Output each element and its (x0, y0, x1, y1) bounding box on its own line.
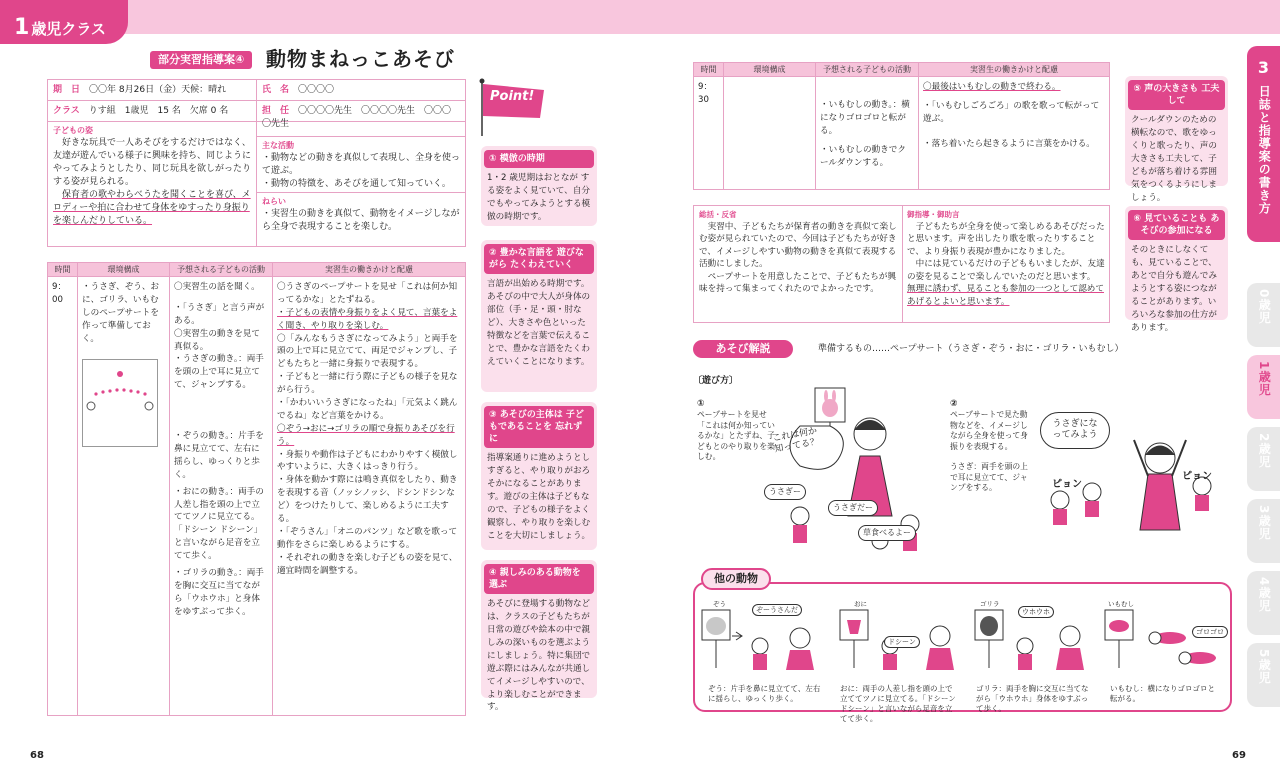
advice-label: 御指導・御助言 (907, 210, 960, 219)
date-label: 期 日 (53, 85, 81, 95)
reflection-text-1: 実習中、子どもたちが保育者の動きを真似て楽しむ姿が見られていたので、今回は子どもたちが好きで、イメージしやすい動物の動きを真似て表現する活動にしました。 (699, 221, 897, 270)
kid-item-0: 〇実習生の話を聞く。 (174, 282, 260, 292)
point-2-title: ② 豊かな言語を 遊びながら たくわえていく (484, 244, 594, 274)
step2-num: ② (950, 399, 958, 409)
advice-text-2: 中には見ているだけの子どももいましたが、友達の姿を見ることで楽しんでいたのだと思います。 (907, 259, 1105, 282)
act-item-3: ・子どもと一緒に行う際に子どもの様子を見ながら行う。 (277, 372, 458, 396)
th-env-r: 環境構成 (724, 63, 816, 77)
kid-item-6: ・ゴリラの動き。：両手を胸に交互に当てながら「ウホウホ」と身体をゆすぶって歩く。 (174, 568, 264, 617)
kid-item-3: ・うさぎの動き。：両手を頭の上で耳に見立てて、ジャンプする。 (174, 354, 264, 391)
kid-item-4: ・ぞうの動き。：片手を鼻に見立てて、左右に揺らし、ゆっくりと歩く。 (174, 431, 264, 480)
say-caterpillar: ゴロゴロ (1192, 626, 1228, 638)
point-box-1 (481, 146, 597, 226)
say-gorilla: ウホウホ (1018, 606, 1054, 618)
point-5-title: ⑤ 声の大きさも 工夫して (1128, 80, 1225, 110)
th-act: 実習生の働きかけと配慮 (273, 263, 466, 277)
th-kid: 予想される子どもの活動 (170, 263, 273, 277)
point-box-4 (481, 560, 597, 713)
reflection-label: 総括・反省 (699, 210, 737, 219)
plan-table-right (693, 62, 1110, 190)
env-diagram (82, 359, 158, 447)
other-animals-label: 他の動物 (701, 568, 771, 590)
bubble-3: うさぎー (764, 484, 806, 500)
time-cell: 9：00 (48, 277, 78, 716)
illustration-step1 (760, 386, 950, 556)
tab-age-0[interactable]: 0歳児 (1247, 283, 1280, 347)
activity-1: ・動物などの動きを真似して表現し、全身を使って遊ぶ。 (262, 152, 461, 176)
act-item-4: ・「かわいいうさぎになったね」「元気よく跳んでるね」など言葉をかける。 (277, 398, 458, 421)
tab-age-4[interactable]: 4歳児 (1247, 571, 1280, 635)
act-r-2: ・落ち着いたら起きるように言葉をかける。 (923, 138, 1095, 149)
reflection-box (693, 205, 1110, 323)
howto-label: 〔遊び方〕 (693, 376, 739, 386)
point-box-3 (481, 402, 597, 550)
teacher-value: 〇〇〇〇先生 〇〇〇〇先生 〇〇〇〇先生 (262, 106, 452, 130)
point-label: Point! (490, 89, 535, 104)
date-value: 〇〇年 8月26日（金）天候：晴れ (89, 85, 227, 95)
bubble-1: これは何か知ってる？ (771, 426, 820, 456)
point-4-title: ④ 親しみのある動物を 選ぶ (484, 564, 594, 594)
advice-text-1: 子どもたちが全身を使って楽しめるあそびだったと思います。声を出したり歌を歌ったりすることで、より身振り表現が豊かになりました。 (907, 221, 1105, 257)
kid-r-0: ・いもむしの動き。：横になりゴロゴロと転がる。 (820, 100, 910, 136)
activity-label: 主な活動 (262, 141, 294, 150)
point-5-body: クールダウンのための横転なので、歌をゆっくりと歌ったり、声の大きさも工夫して、子どもが落ち着ける雰囲気をつくるようにしましょう。 (1131, 115, 1217, 203)
class-value: りす組 1歳児 15 名 欠席 0 名 (88, 106, 229, 116)
plan-label: 部分実習指導案④ (150, 51, 252, 69)
step2-text: ペープサートで見た動物などを、イメージしながら全身を使って身振りを表現する。 (950, 410, 1028, 451)
act-item-7: ・身体を動かす際には鳴き真似をしたり、動きを表現する音（ノッシノッシ、ドシンドシンなど）をつけたりして、楽しめるように工夫する。 (277, 475, 458, 525)
point-6-title: ⑥ 見ていることも あそびの参加になる (1128, 210, 1225, 240)
point-1-body: 1・2 歳児期はおとなが する姿をよく見ていて、自分 でもやってみようとする模 倣の時期です。 (487, 173, 591, 222)
info-box (47, 79, 466, 247)
reflection-text-2: ペープサートを用意したことで、子どもたちが興味を持って集まってくれたのでよかったです。 (699, 271, 897, 295)
chapter-tab[interactable] (1247, 46, 1280, 242)
point-6-body: そのときにしなくても、見ていることで、あとで自分も遊んでみようとする姿につながることがあります。いろいろな参加の仕方があります。 (1131, 245, 1217, 333)
act-item-2: 〇「みんなもうさぎになってみよう」と両手を頭の上で耳に見立てて、両足でジャンプし、子どもたちと一緒に身振りで表現する。 (277, 333, 458, 370)
sfx-2: ピョン (1182, 471, 1212, 482)
class-tab: 1 歳児クラス (0, 0, 128, 44)
say-oni: ドシーン (884, 636, 920, 648)
say-elephant: ぞーうさんだ (752, 604, 802, 616)
point-3-body: 指導案通りに進めようとしすぎると、やり取りがおろそかになることがあります。遊びの主体は子どもなので、子どもの様子をよく観察し、やり取りを楽しむことを大切にしましょう。 (487, 453, 591, 541)
top-band (0, 0, 1280, 34)
point-3-title: ③ あそびの主体は 子どもであることを 忘れずに (484, 406, 594, 448)
desc-oni: おに：両手の人差し指を頭の上で立ててツノに見立てる。「ドシーン ドシーン」と言いながら足音を立てて歩く。 (840, 684, 956, 724)
act-item-5: 〇ぞう→おに→ゴリラの順で身振りあそびを行う。 (277, 423, 455, 447)
aim-1: ・実習生の動きを真似て、動物をイメージしながら全身で表現することを楽しむ。 (262, 208, 460, 232)
point-box-5 (1125, 76, 1228, 203)
bubble-5: 草食べるよー (858, 525, 916, 541)
bubble-4: うさぎだー (828, 500, 878, 516)
seating-diagram (83, 360, 157, 446)
kid-item-5: ・おにの動き。：両手の人差し指を頭の上で立ててツノに見立てる。「ドシーン ドシーン」と言いながら足音を立てて歩く。 (174, 486, 264, 562)
page-number-right: 69 (1232, 750, 1246, 761)
act-item-0: 〇うさぎのペープサートを見せ「これは何か知ってるかな」とたずねる。 (277, 282, 458, 305)
tab-age-5[interactable]: 5歳児 (1247, 643, 1280, 707)
bubble-2: うさぎになってみよう (1040, 412, 1110, 449)
time-cell-r: 9：30 (694, 77, 724, 190)
act-r-0: 〇最後はいもむしの動きで終わる。 (923, 82, 1061, 92)
th-env: 環境構成 (78, 263, 170, 277)
game-label: あそび解説 (693, 340, 793, 358)
tab-age-1[interactable]: 1歳児 (1247, 355, 1280, 419)
tag-elephant: ぞう (713, 600, 726, 608)
tag-gorilla: ゴリラ (980, 600, 1000, 608)
point-box-2 (481, 240, 597, 392)
aim-label: ねらい (262, 197, 286, 206)
tab-age-3[interactable]: 3歳児 (1247, 499, 1280, 563)
point-4-body: あそびに登場する動物などは、クラスの子どもたちが日常の遊びや絵本の中で親しみの深いものを選ぶようにしましょう。特に集団で遊ぶ際にはみんなが共通してイメージしやすいので、より楽しむことができます。 (487, 599, 591, 713)
act-item-9: ・それぞれの動きを楽しむ子どもの姿を見て、適宜時間を調整する。 (277, 552, 458, 576)
chapter-num: 3 (1257, 58, 1270, 77)
children-text-2: 保育者の歌やわらべうたを聞くことを喜び、メロディーや拍に合わせて身体をゆすったり身振りを楽しんだりしている。 (53, 189, 251, 226)
desc-caterpillar: いもむし：横になりゴロゴロと転がる。 (1110, 684, 1215, 704)
act-item-6: ・身振りや動作は子どもにわかりやすく模倣しやすいように、大きくはっきり行う。 (277, 449, 458, 473)
tag-caterpillar: いもむし (1108, 600, 1134, 608)
children-text-1: 好きな玩具で一人あそびをするだけではなく、友達が遊んでいる様子に興味を持ち、同じようにやってみようとしたり、同じ玩具を欲しがったりする姿が見られる。 (53, 137, 252, 187)
th-time: 時間 (48, 263, 78, 277)
step1-num: ① (697, 399, 705, 409)
tag-oni: おに (854, 600, 867, 608)
desc-elephant: ぞう：片手を鼻に見立てて、左右に揺らし、ゆっくり歩く。 (708, 684, 821, 704)
page-number-left: 68 (30, 750, 44, 761)
plan-table-left (47, 262, 466, 716)
th-time-r: 時間 (694, 63, 724, 77)
page-title: 動物まねっこあそび (266, 47, 455, 71)
activity-2: ・動物の特徴を、あそびを通して知っていく。 (262, 178, 451, 189)
point-1-title: ① 模倣の時期 (484, 150, 594, 168)
chapter-title: 日誌と指導案の書き方 (1257, 85, 1272, 216)
advice-text-3: 無理に誘わず、見ることも参加の一つとして認めてあげるとよいと思います。 (907, 284, 1104, 307)
point-2-body: 言語が出始める時期です。あそびの中で大人が身体の部位（手・足・頭・肘など）、大きさや色といった特徴などを言葉で伝えることで、豊かな言語をたくわえていくことになります。 (487, 279, 591, 367)
desc-gorilla: ゴリラ：両手を胸に交互に当てながら「ウホウホ」身体をゆすぶって歩く。 (976, 684, 1089, 714)
act-item-8: ・「ぞうさん」「オニのパンツ」など歌を歌って動作をさらに楽しめるようにする。 (277, 526, 458, 550)
act-r-1: ・「いもむしごろごろ」の歌を歌って転がって遊ぶ。 (923, 100, 1100, 124)
name-value: 〇〇〇〇 (298, 85, 335, 95)
th-act-r: 実習生の働きかけと配慮 (919, 63, 1110, 77)
class-label: クラス (53, 106, 80, 116)
step2b-text: うさぎ：両手を頭の上で耳に見立てて、ジャンプをする。 (950, 462, 1028, 493)
act-item-1: ・子どもの表情や身振りをよく見て、言葉をよく聞き、やり取りを楽しむ。 (277, 307, 458, 331)
teacher-label: 担 任 (262, 106, 290, 116)
point-flag (478, 78, 548, 143)
point-box-6 (1125, 206, 1228, 333)
tab-age-2[interactable]: 2歳児 (1247, 427, 1280, 491)
kid-item-2: 〇実習生の動きを見て真似る。 (174, 328, 260, 352)
name-label: 氏 名 (262, 85, 290, 95)
sfx-1: ピョン (1052, 479, 1082, 490)
step1-text: ペープサートを見せ「これは何か知っているかな」とたずね、子どもとのやり取りを楽しむ。 (697, 410, 775, 462)
th-kid-r: 予想される子どもの活動 (816, 63, 919, 77)
kid-item-1: ・「うさぎ」と言う声がある。 (174, 302, 265, 326)
env-text: ・うさぎ、ぞう、おに、ゴリラ、いもむしのペープサートを作って準備しておく。 (82, 282, 160, 344)
flag-icon (478, 78, 548, 138)
children-label: 子どもの姿 (53, 126, 93, 135)
game-prep: 準備するもの……ペープサート（うさぎ・ぞう・おに・ゴリラ・いもむし） (818, 344, 1124, 354)
kid-r-1: ・いもむしの動きでクールダウンする。 (820, 144, 906, 168)
